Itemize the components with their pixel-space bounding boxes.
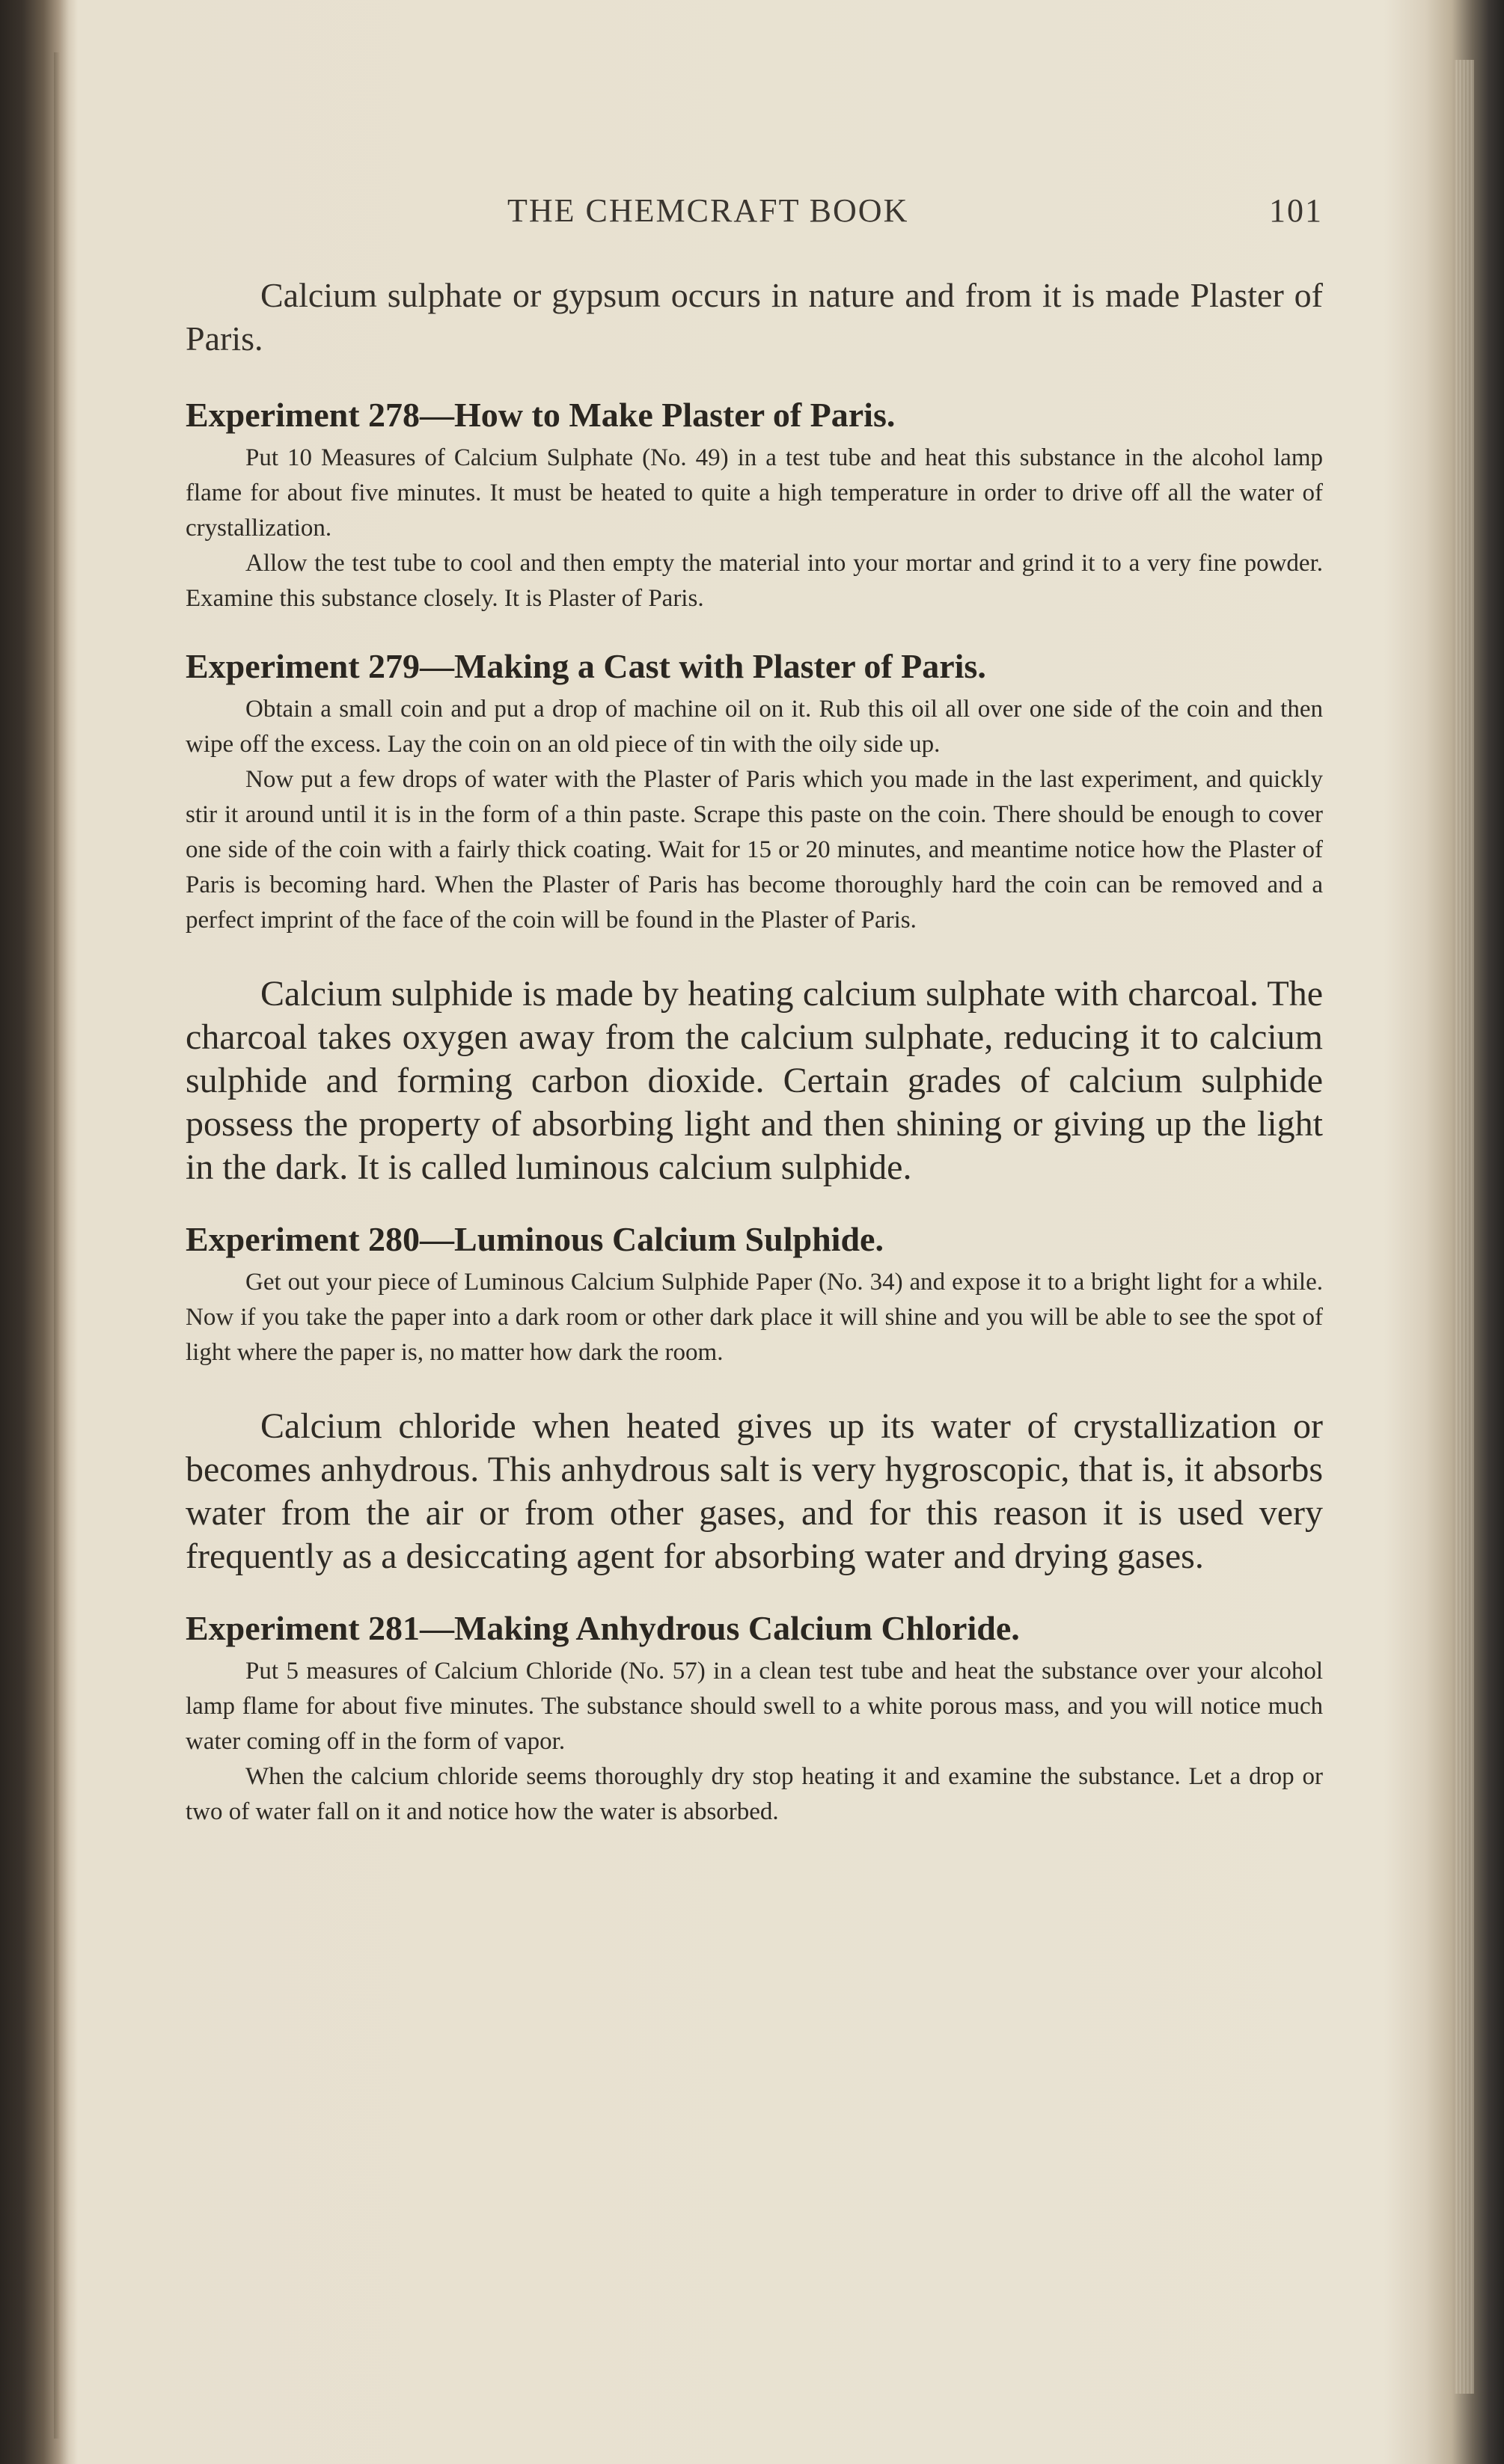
experiment-paragraph: Now put a few drops of water with the Plaster of Paris which you made in the last experiment, and quickly stir it around until it is in the form of a thin paste. Scrape this paste on the coin. There should be enough to cover one side of the coin with a fairly thick coating. Wait for 15 or 20 minutes, and meantime notice how the Plaster of Paris is becoming hard. When the Plaster of Paris has become thoroughly hard the coin can be removed and a perfect imprint of the face of the coin will be found in the Plaster of Paris. — [186, 766, 1323, 934]
experiment-paragraph: Get out your piece of Luminous Calcium Sulphide Paper (No. 34) and expose it to a bright light for a while. Now if you take the paper into a dark room or other dark place it will shine and you will be able to see the spot of light where the paper is, no matter how dark the room. — [186, 1269, 1323, 1366]
experiment-heading: Experiment 279—Making a Cast with Plaster of Paris. — [186, 647, 986, 685]
experiment-paragraph: Put 10 Measures of Calcium Sulphate (No. 49) in a test tube and heat this substance in the alcohol lamp flame for about five minutes. It must be heated to quite a high temperature in order to drive off all the water of crystallization. — [186, 444, 1323, 542]
binding-fold — [54, 52, 60, 2439]
experiment-281 — [186, 1608, 1323, 1830]
book-page — [186, 191, 1323, 1830]
experiment-278 — [186, 395, 1323, 616]
sulphide-paragraph: Calcium sulphide is made by heating calcium sulphate with charcoal. The charcoal takes oxygen away from the calcium sulphate, reducing it to calcium sulphide and forming carbon dioxide. Certain grades of calcium sulphide possess the property of absorbing light and then shining or giving up the light in the dark. It is called luminous calcium sulphide. — [186, 974, 1323, 1187]
experiment-paragraph: Allow the test tube to cool and then empty the material into your mortar and grind it to a very fine powder. Examine this substance closely. It is Plaster of Paris. — [186, 550, 1323, 612]
experiment-280 — [186, 1219, 1323, 1370]
running-head — [186, 191, 1323, 239]
experiment-heading: Experiment 281—Making Anhydrous Calcium Chloride. — [186, 1609, 1020, 1647]
page-number: 101 — [1269, 192, 1323, 229]
chloride-paragraph: Calcium chloride when heated gives up its water of crystallization or becomes anhydrous. This anhydrous salt is very hygroscopic, that is, it absorbs water from the air or from other gases, and for this reason it is used very frequently as a desiccating agent for absorbing water and drying gases. — [186, 1406, 1323, 1576]
experiment-paragraph: When the calcium chloride seems thoroughly dry stop heating it and examine the substance. Let a drop or two of water fall on it and notice how the water is absorbed. — [186, 1763, 1323, 1825]
experiment-paragraph: Put 5 measures of Calcium Chloride (No. 57) in a clean test tube and heat the substance over your alcohol lamp flame for about five minutes. The substance should swell to a white porous mass, and you will notice much water coming off in the form of vapor. — [186, 1658, 1323, 1755]
book-title: THE CHEMCRAFT BOOK — [507, 192, 909, 229]
experiment-paragraph: Obtain a small coin and put a drop of machine oil on it. Rub this oil all over one side of the coin and then wipe off the excess. Lay the coin on an old piece of tin with the oily side up. — [186, 696, 1323, 758]
experiment-heading: Experiment 280—Luminous Calcium Sulphide. — [186, 1220, 884, 1258]
experiment-279 — [186, 646, 1323, 938]
experiment-heading: Experiment 278—How to Make Plaster of Paris. — [186, 396, 896, 434]
intro-paragraph: Calcium sulphate or gypsum occurs in nature and from it is made Plaster of Paris. — [186, 276, 1323, 358]
page-edges — [1455, 60, 1474, 2394]
